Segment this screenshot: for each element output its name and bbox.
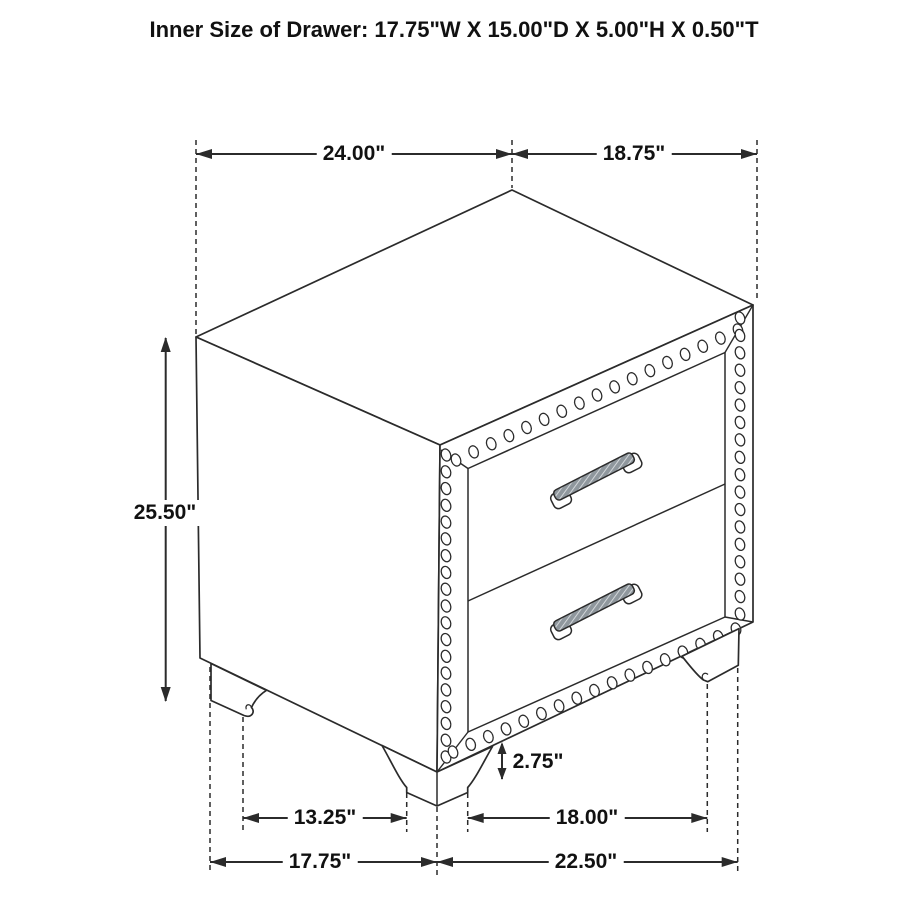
- cabinet-body: [196, 190, 753, 772]
- dim-label-18-00: 18.00": [550, 805, 625, 831]
- dim-label-height-25-50: 25.50": [128, 500, 203, 526]
- dim-label-top-18-75: 18.75": [597, 141, 672, 167]
- dim-label-13-25: 13.25": [288, 805, 363, 831]
- drawer-inner-size-title: Inner Size of Drawer: 17.75"W X 15.00"D X 5.00"H X 0.50"T: [149, 17, 759, 42]
- dim-label-top-24: 24.00": [317, 141, 392, 167]
- dim-label-22-50: 22.50": [549, 849, 624, 875]
- dim-label-17-75: 17.75": [283, 849, 358, 875]
- dim-label-leg-2-75: 2.75": [510, 749, 567, 775]
